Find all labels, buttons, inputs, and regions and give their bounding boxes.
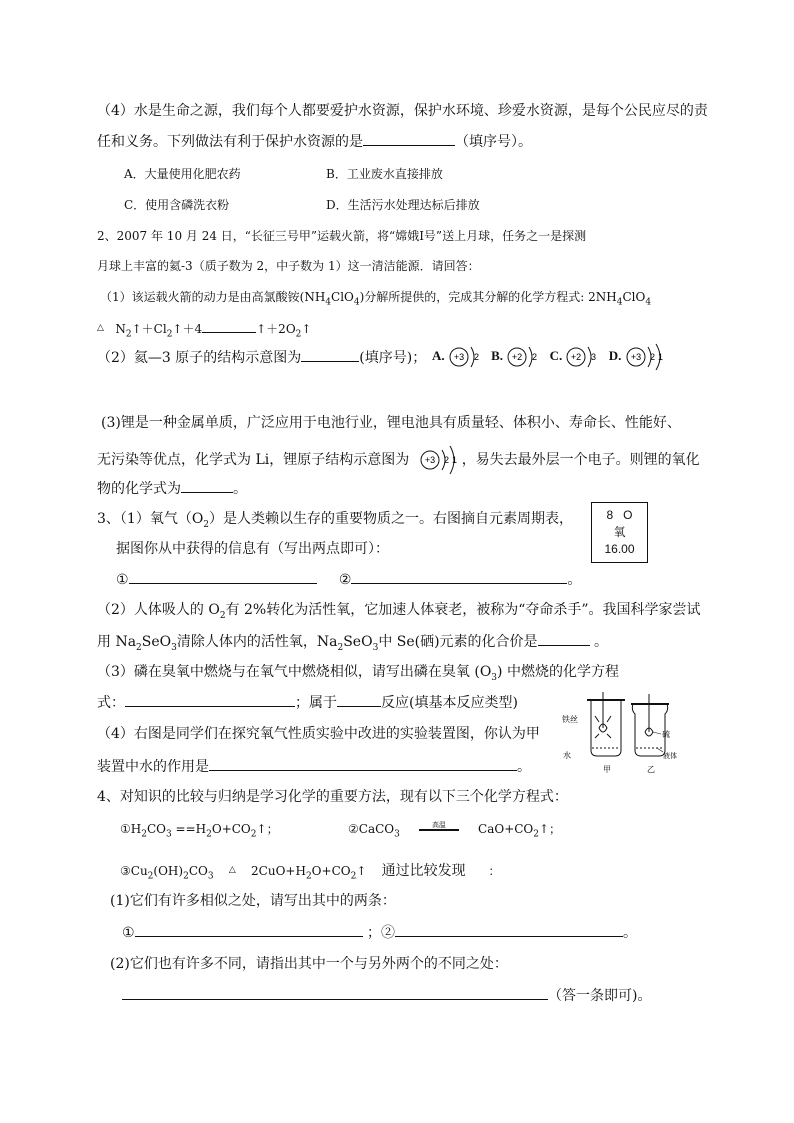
svg-text:2: 2 [532, 352, 538, 362]
lithium-atom-icon [418, 443, 458, 477]
q3-part2-line1: （2）人体吸人的 $O_2$有 2%转化为活性氧，它加速人体衰老，被称为“夺命杀手”。我国科学家尝试 [97, 602, 701, 621]
q2-intro2: 月球上丰富的氦-3（质子数为 2，中子数为 1）这一清洁能源．请回答： [97, 259, 480, 273]
q3-part1-answers: ① ② 。 [116, 569, 581, 590]
q4-sub2: (2)它们也有许多不同，请指出其中一个与另外两个的不同之处： [110, 956, 508, 972]
svg-text:+3: +3 [424, 455, 435, 465]
answer-blank[interactable] [337, 692, 381, 707]
q2-part3-line2: 无污染等优点，化学式为 Li，锂原子结构示意图为 +3 2 1 ，易失去最外层一个电子。则锂的氧化 [97, 443, 700, 477]
q4-eq1: $①H_2CO_3$ $==H_2O+CO_2↑$； [120, 822, 279, 840]
q4-sub1: (1)它们有许多相似之处，请写出其中的两条： [110, 893, 396, 909]
q4-sub1-answers: ① ；② 。 [122, 922, 637, 943]
label-water: 水 [563, 751, 571, 760]
periodic-table-cell: 8 O 氧 16.00 [591, 502, 648, 563]
atom-diagram-icon [625, 342, 665, 372]
label-jia: 甲 [603, 765, 611, 774]
svg-text:1: 1 [451, 455, 457, 465]
atom-diagram-icon [448, 344, 480, 370]
svg-text:+3: +3 [630, 352, 641, 362]
oxygen-experiment-figure [561, 688, 677, 776]
answer-blank[interactable] [202, 318, 256, 333]
choice-b[interactable]: B. +2 2 [491, 348, 538, 363]
svg-text:2: 2 [443, 455, 449, 465]
q1-4-line2: 任和义务。下列做法有利于保护水资源的是 （填序号）。 [97, 131, 532, 152]
q4-eq3: $③Cu_2(OH)_2CO_3$ △ $2CuO+H_2O+CO_2↑$ 通过比较发现 ： [120, 863, 501, 882]
answer-blank[interactable] [351, 569, 567, 584]
answer-blank[interactable] [363, 131, 455, 146]
option-c: C．使用含磷洗衣粉 [124, 198, 230, 212]
q2-part2: （2）氦—3 原子的结构示意图为 (填序号)； [97, 347, 426, 368]
q2-equation: △ $N_2↑+Cl_2↑+4$ $↑+2O_2↑$ [97, 318, 311, 344]
label-sulfur: 硫 [662, 730, 670, 739]
choice-c[interactable]: C. +2 3 [550, 348, 598, 363]
q1-4-line1: （4）水是生命之源，我们每个人都要爱护水资源，保护水环境、珍爱水资源，是每个公民应尽的责 [97, 103, 708, 119]
q2-part1: （1）该运载火箭的动力是由高氯酸铵$(NH_4ClO_4)$分解所提供的，完成其分解的化学方程式: $2NH_4ClO_4$ [100, 290, 652, 308]
q3-part3-line1: （3）磷在臭氧中燃烧与在氧气中燃烧相似，请写出磷在臭氧 $(O_3)$ 中燃烧的化学方程 [97, 664, 619, 683]
answer-blank[interactable] [538, 631, 590, 646]
q4-eq2: ②CaCO$_3$ 高温 $CaO+CO_2↑$； [348, 821, 562, 840]
answer-blank[interactable] [129, 569, 317, 584]
option-b: B．工业废水直接排放 [326, 167, 443, 181]
answer-blank[interactable] [135, 922, 363, 937]
atom-diagram-icon [506, 344, 538, 370]
option-d: D．生活污水处理达标后排放 [326, 198, 480, 212]
answer-blank[interactable] [395, 922, 623, 937]
q3-part1-line1: 3、（1）氧气$(O_2)$是人类赖以生存的重要物质之一。右图摘自元素周期表， [97, 511, 574, 530]
atom-diagram-icon [565, 344, 597, 370]
q3-part4-line2: 装置中水的作用是 。 [97, 756, 531, 777]
atom-choices [432, 342, 665, 372]
q3-part2-line2: 用 $Na_2SeO_3$清除人体内的活性氧，$Na_2SeO_3$中 Se(硒)元素的化合价是 。 [97, 631, 608, 658]
q2-intro1: 2、2007 年 10 月 24 日，“长征三号甲”运载火箭，将“嫦娥Ⅰ号”送上月球，任务之一是探测 [97, 229, 587, 243]
label-liquid: 液体 [663, 752, 677, 760]
q3-part4-line1: （4）右图是同学们在探究氧气性质实验中改进的实验装置图，你认为甲 [97, 726, 540, 742]
q3-part1-line2: 据图你从中获得的信息有（写出两点即可）： [116, 541, 389, 557]
svg-text:+2: +2 [512, 352, 523, 362]
label-yi: 乙 [647, 765, 655, 774]
svg-text:+3: +3 [453, 352, 465, 362]
svg-text:+2: +2 [571, 352, 582, 362]
answer-blank[interactable] [301, 347, 359, 362]
q2-part3-line1: (3)锂是一种金属单质，广泛应用于电池行业，锂电池具有质量轻、体积小、寿命长、性能好、 [101, 415, 681, 431]
q3-part3-line2: 式： ；属于 反应(填基本反应类型) [97, 692, 518, 713]
answer-blank[interactable] [125, 692, 295, 707]
svg-text:2: 2 [649, 352, 655, 362]
q4-sub2-answer: （答一条即可)。 [122, 985, 651, 1006]
option-a: A．大量使用化肥农药 [124, 167, 241, 181]
svg-text:3: 3 [591, 352, 597, 362]
q2-part3-line3: 物的化学式为 。 [97, 478, 247, 499]
label-iron-wire: 铁丝 [562, 715, 578, 724]
svg-text:1: 1 [657, 352, 663, 362]
answer-blank[interactable] [122, 985, 548, 1000]
answer-blank[interactable] [209, 756, 517, 771]
choice-a[interactable]: A. +3 2 [432, 348, 480, 363]
answer-blank[interactable] [181, 478, 233, 493]
svg-text:2: 2 [473, 352, 479, 362]
q4-intro: 4、对知识的比较与归纳是学习化学的重要方法，现有以下三个化学方程式： [97, 789, 568, 805]
choice-d[interactable]: D. +3 2 1 [609, 348, 665, 363]
